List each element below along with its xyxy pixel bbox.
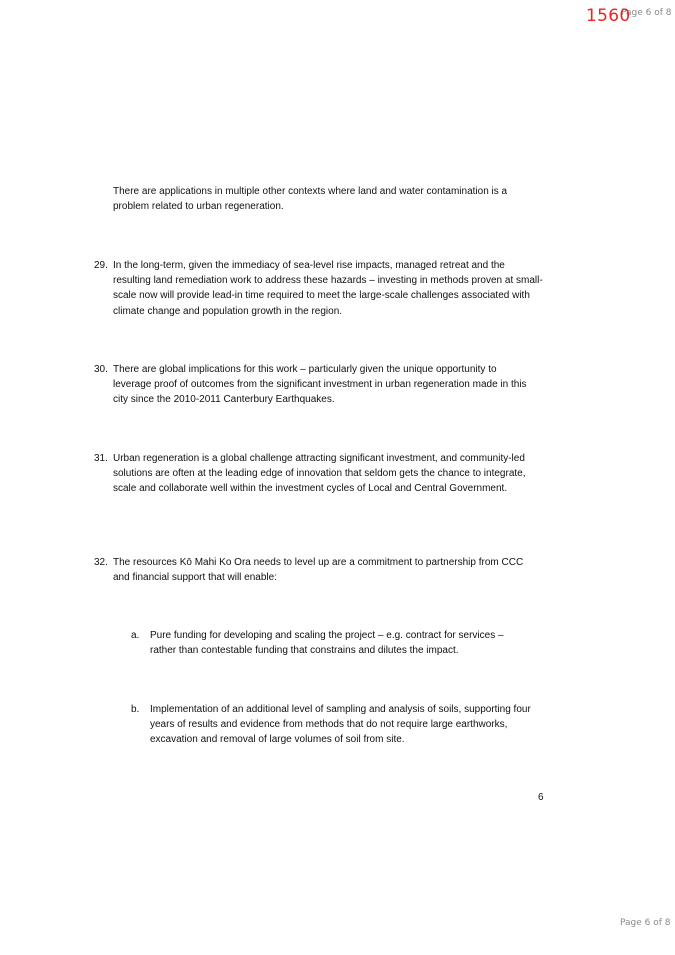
item-text-32: The resources Kō Mahi Ko Ora needs to level up are a commitment to partnership from CCC and financial support that will enable:	[113, 557, 524, 584]
item-text-31: Urban regeneration is a global challenge attracting significant investment, and community-led solutions are often at the leading edge of innovation that seldom gets the chance to integrate, scale and collaborate well within the investment cycles of Local and Central Government.	[113, 453, 526, 495]
item-number-30: 30.	[94, 364, 108, 375]
item-number-31: 31.	[94, 453, 108, 464]
subitem-letter-a: a.	[131, 630, 140, 641]
item-text-29: In the long-term, given the immediacy of sea-level rise impacts, managed retreat and the resulting land remediation work to address these hazards – investing in methods proven at small-scale now will provide lead-in time required to meet the large-scale challenges associated with climate change and population growth in the region.	[113, 260, 543, 317]
page-indicator-top: Page 6 of 8	[621, 8, 672, 18]
subitem-letter-b: b.	[131, 704, 140, 715]
page-indicator-bottom: Page 6 of 8	[620, 918, 671, 928]
item-text-30: There are global implications for this work – particularly given the unique opportunity to leverage proof of outcomes from the significant investment in urban regeneration made in this city since the 2010-2011 Canterbury Earthquakes.	[113, 364, 527, 406]
item-number-29: 29.	[94, 260, 108, 271]
subitem-text-a: Pure funding for developing and scaling the project – e.g. contract for services – rather than contestable funding that constrains and dilutes the impact.	[150, 630, 504, 657]
item-number-32: 32.	[94, 557, 108, 568]
intro-paragraph: There are applications in multiple other contexts where land and water contamination is a problem related to urban regeneration.	[113, 186, 508, 213]
document-stamp-number: 1560	[586, 6, 631, 26]
subitem-text-b: Implementation of an additional level of sampling and analysis of soils, supporting four years of results and evidence from methods that do not require large earthworks, excavation and removal of large volumes of soil from site.	[150, 704, 531, 746]
document-page-number: 6	[538, 792, 544, 803]
